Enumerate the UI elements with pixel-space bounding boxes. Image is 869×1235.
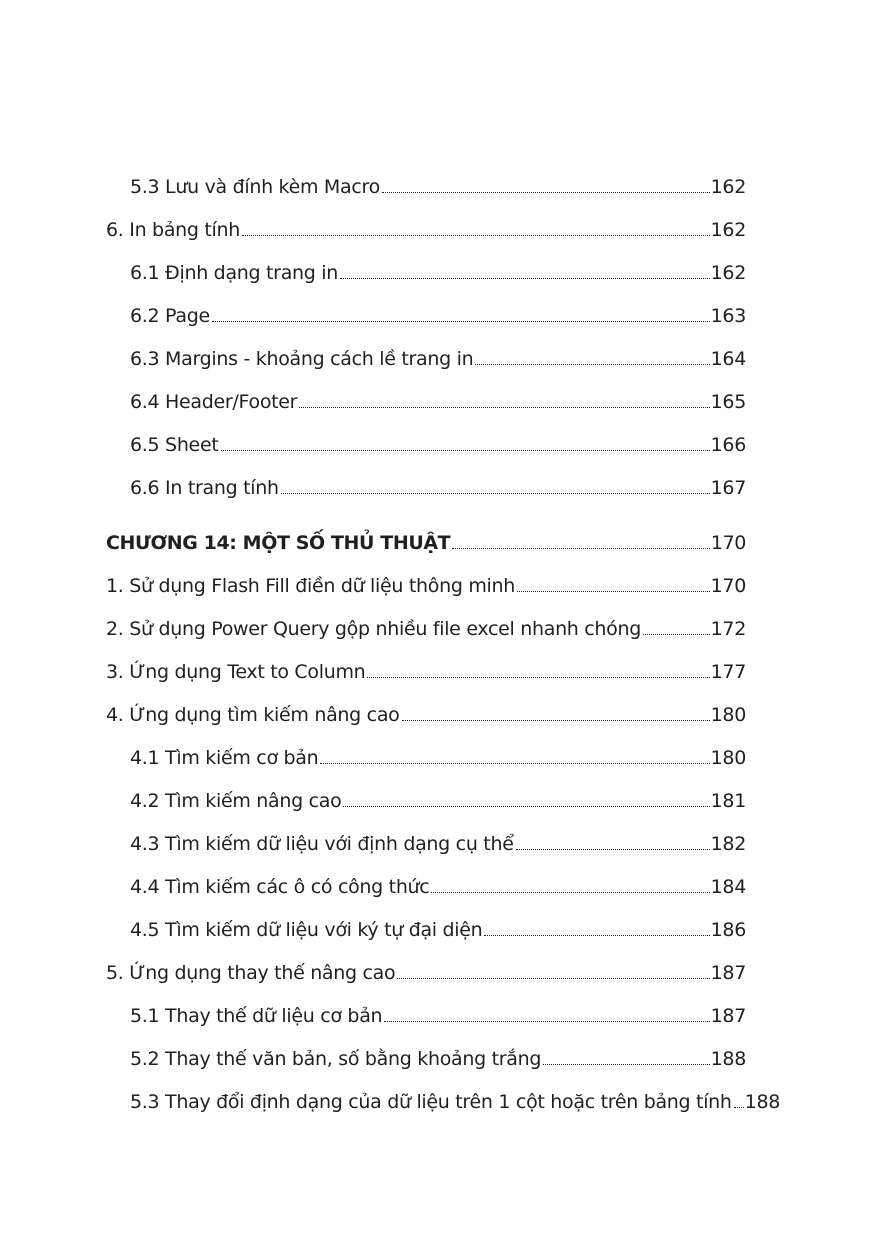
- toc-entry: [106, 213, 746, 256]
- dot-leader: [242, 235, 710, 236]
- toc-entry: [106, 784, 746, 827]
- toc-entry-page: 180: [710, 747, 746, 769]
- dot-leader: [543, 1064, 710, 1065]
- toc-chapter-heading: [106, 526, 746, 569]
- toc-entry-page: 177: [710, 661, 746, 683]
- toc-entry-page: 181: [710, 790, 746, 812]
- toc-entry: [106, 956, 746, 999]
- dot-leader: [367, 677, 709, 678]
- toc-entry-title: 4.5 Tìm kiếm dữ liệu với ký tự đại diện: [130, 919, 483, 941]
- toc-entry: [106, 385, 746, 428]
- dot-leader: [281, 493, 710, 494]
- toc-entry-page: 162: [710, 219, 746, 241]
- toc-entry-page: 170: [710, 532, 746, 554]
- toc-entry-page: 164: [710, 348, 746, 370]
- toc-entry-title: 4.4 Tìm kiếm các ô có công thức: [130, 876, 430, 898]
- toc-entry-page: 184: [710, 876, 746, 898]
- toc-entry: [106, 870, 746, 913]
- toc-entry-title: 1. Sử dụng Flash Fill điền dữ liệu thông minh: [106, 575, 516, 597]
- toc-entry-page: 170: [710, 575, 746, 597]
- dot-leader: [221, 450, 710, 451]
- dot-leader: [397, 978, 709, 979]
- toc-entry-title: 5.1 Thay thế dữ liệu cơ bản: [130, 1005, 383, 1027]
- toc-entry-page: 172: [710, 618, 746, 640]
- toc-entry-page: 162: [710, 262, 746, 284]
- toc-entry-title: 5.2 Thay thế văn bản, số bằng khoảng trắng: [130, 1048, 542, 1070]
- dot-leader: [340, 278, 710, 279]
- dot-leader: [343, 806, 709, 807]
- toc-entry: [106, 827, 746, 870]
- dot-leader: [382, 192, 710, 193]
- dot-leader: [734, 1107, 744, 1108]
- toc-entry-page: 166: [710, 434, 746, 456]
- dot-leader: [402, 720, 710, 721]
- dot-leader: [452, 548, 710, 549]
- dot-leader: [320, 763, 709, 764]
- toc-entry: [106, 471, 746, 514]
- toc-entry-title: 6.1 Định dạng trang in: [130, 262, 338, 284]
- toc-entry: [106, 698, 746, 741]
- toc-entry: [106, 299, 746, 342]
- toc-entry: [106, 1085, 781, 1128]
- toc-entry-page: 162: [710, 176, 746, 198]
- toc-entry-title: 5.3 Lưu và đính kèm Macro: [130, 176, 380, 198]
- toc-entry: [106, 170, 746, 213]
- toc-entry-title: 4.1 Tìm kiếm cơ bản: [130, 747, 319, 769]
- toc-entry-title: 4.3 Tìm kiếm dữ liệu với định dạng cụ thể: [130, 833, 514, 855]
- toc-entry: [106, 428, 746, 471]
- toc-entry: [106, 1042, 746, 1085]
- toc-entry-page: 187: [710, 1005, 746, 1027]
- toc-entry: [106, 655, 746, 698]
- toc-entry: [106, 741, 746, 784]
- table-of-contents: [106, 170, 781, 1128]
- toc-entry-title: 4.2 Tìm kiếm nâng cao: [130, 790, 342, 812]
- toc-entry-page: 186: [710, 919, 746, 941]
- toc-entry-page: 167: [710, 477, 746, 499]
- toc-entry-page: 163: [710, 305, 746, 327]
- toc-entry-title: 6. In bảng tính: [106, 219, 241, 241]
- toc-entry-page: 180: [710, 704, 746, 726]
- toc-entry-title: 6.3 Margins - khoảng cách lề trang in: [130, 348, 474, 370]
- dot-leader: [517, 591, 710, 592]
- dot-leader: [643, 634, 710, 635]
- toc-entry-title: 3. Ứng dụng Text to Column: [106, 661, 366, 683]
- toc-entry: [106, 913, 746, 956]
- toc-entry-title: 6.5 Sheet: [130, 434, 219, 456]
- dot-leader: [384, 1021, 709, 1022]
- toc-entry-title: 6.6 In trang tính: [130, 477, 279, 499]
- toc-entry-page: 182: [710, 833, 746, 855]
- toc-entry-title: CHƯƠNG 14: MỘT SỐ THỦ THUẬT: [106, 532, 451, 554]
- toc-entry-title: 2. Sử dụng Power Query gộp nhiều file excel nhanh chóng: [106, 618, 642, 640]
- toc-entry-title: 5. Ứng dụng thay thế nâng cao: [106, 962, 396, 984]
- dot-leader: [475, 364, 709, 365]
- toc-entry-page: 188: [744, 1091, 781, 1113]
- toc-entry: [106, 612, 746, 655]
- toc-entry-title: 4. Ứng dụng tìm kiếm nâng cao: [106, 704, 400, 726]
- dot-leader: [431, 892, 709, 893]
- toc-entry-title: 5.3 Thay đổi định dạng của dữ liệu trên 1 cột hoặc trên bảng tính: [130, 1091, 732, 1113]
- toc-entry: [106, 342, 746, 385]
- toc-entry-title: 6.4 Header/Footer: [130, 391, 298, 413]
- dot-leader: [516, 849, 710, 850]
- toc-entry: [106, 999, 746, 1042]
- toc-entry-page: 187: [710, 962, 746, 984]
- dot-leader: [484, 935, 709, 936]
- toc-entry-title: 6.2 Page: [130, 305, 210, 327]
- dot-leader: [299, 407, 709, 408]
- dot-leader: [212, 321, 710, 322]
- toc-entry: [106, 569, 746, 612]
- toc-entry-page: 188: [710, 1048, 746, 1070]
- toc-entry-page: 165: [710, 391, 746, 413]
- toc-entry: [106, 256, 746, 299]
